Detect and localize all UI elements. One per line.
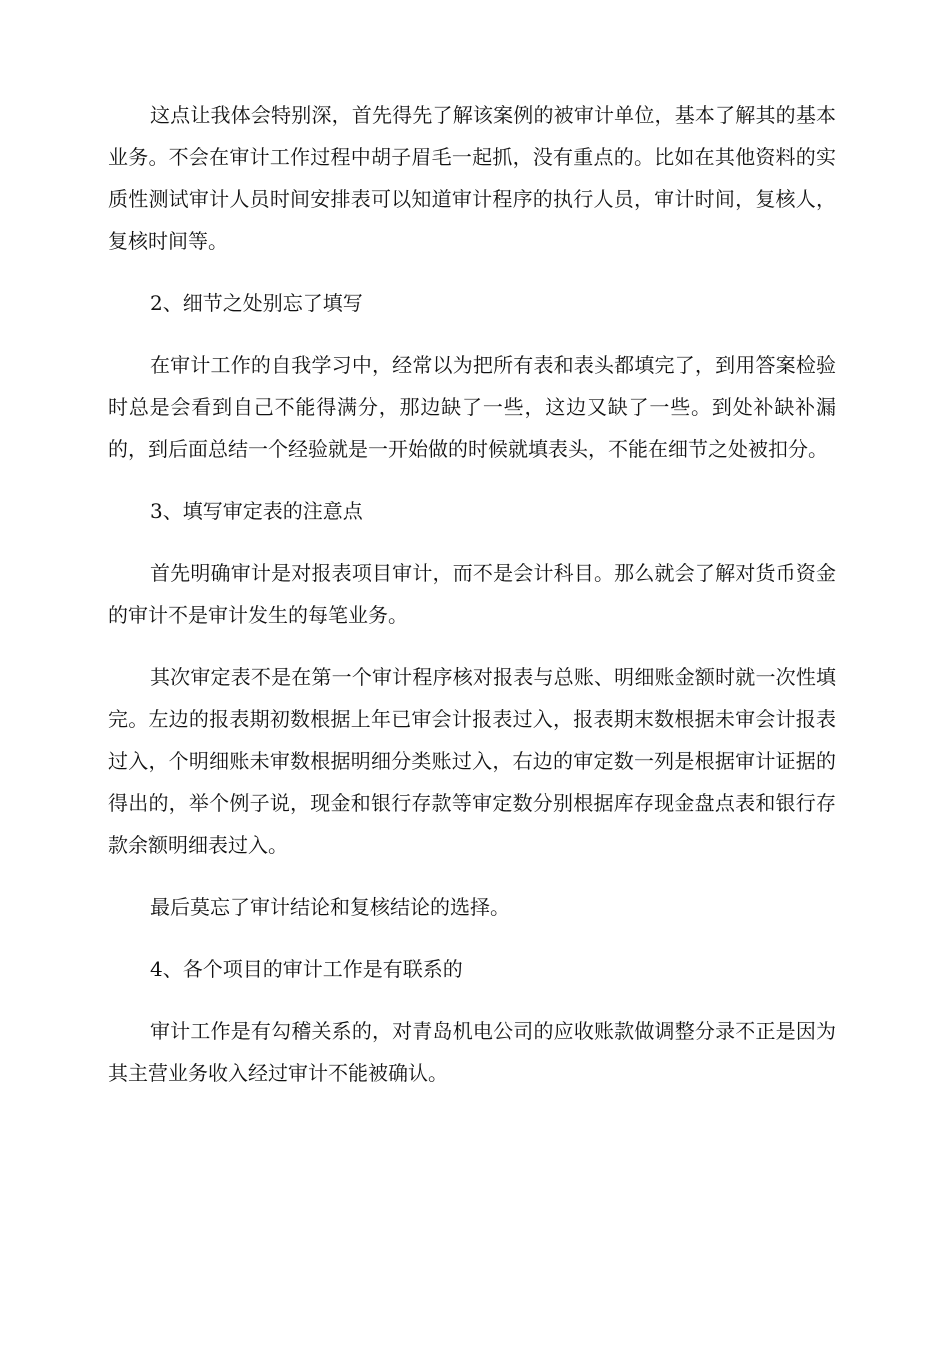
section-heading-details: 2、细节之处别忘了填写 [150, 291, 363, 315]
section-heading-audit-sheet: 3、填写审定表的注意点 [150, 499, 363, 523]
paragraph-conclusions: 最后莫忘了审计结论和复核结论的选择。 [150, 895, 510, 919]
document-body [108, 94, 836, 1114]
paragraph-audit-understanding: 这点让我体会特别深，首先得先了解该案例的被审计单位，基本了解其的基本业务。不会在审计工作过程中胡子眉毛一起抓，没有重点的。比如在其他资料的实质性测试审计人员时间安排表可以知道审计程序的执行人员，审计时间，复核人，复核时间等。 [108, 103, 836, 253]
section-heading-connections: 4、各个项目的审计工作是有联系的 [150, 957, 463, 981]
paragraph-fill-headers: 在审计工作的自我学习中，经常以为把所有表和表头都填完了，到用答案检验时总是会看到自己不能得满分，那边缺了一些，这边又缺了一些。到处补缺补漏的，到后面总结一个经验就是一开始做的时候就填表头，不能在细节之处被扣分。 [108, 353, 836, 461]
paragraph-reconciliation: 审计工作是有勾稽关系的，对青岛机电公司的应收账款做调整分录不正是因为其主营业务收入经过审计不能被确认。 [108, 1019, 836, 1085]
paragraph-report-items: 首先明确审计是对报表项目审计，而不是会计科目。那么就会了解对货币资金的审计不是审计发生的每笔业务。 [108, 561, 836, 627]
paragraph-audit-sheet-filling: 其次审定表不是在第一个审计程序核对报表与总账、明细账金额时就一次性填完。左边的报表期初数根据上年已审会计报表过入，报表期末数根据未审会计报表过入，个明细账未审数根据明细分类账过入，右边的审定数一列是根据审计证据的得出的，举个例子说，现金和银行存款等审定数分别根据库存现金盘点表和银行存款余额明细表过入。 [108, 665, 836, 857]
